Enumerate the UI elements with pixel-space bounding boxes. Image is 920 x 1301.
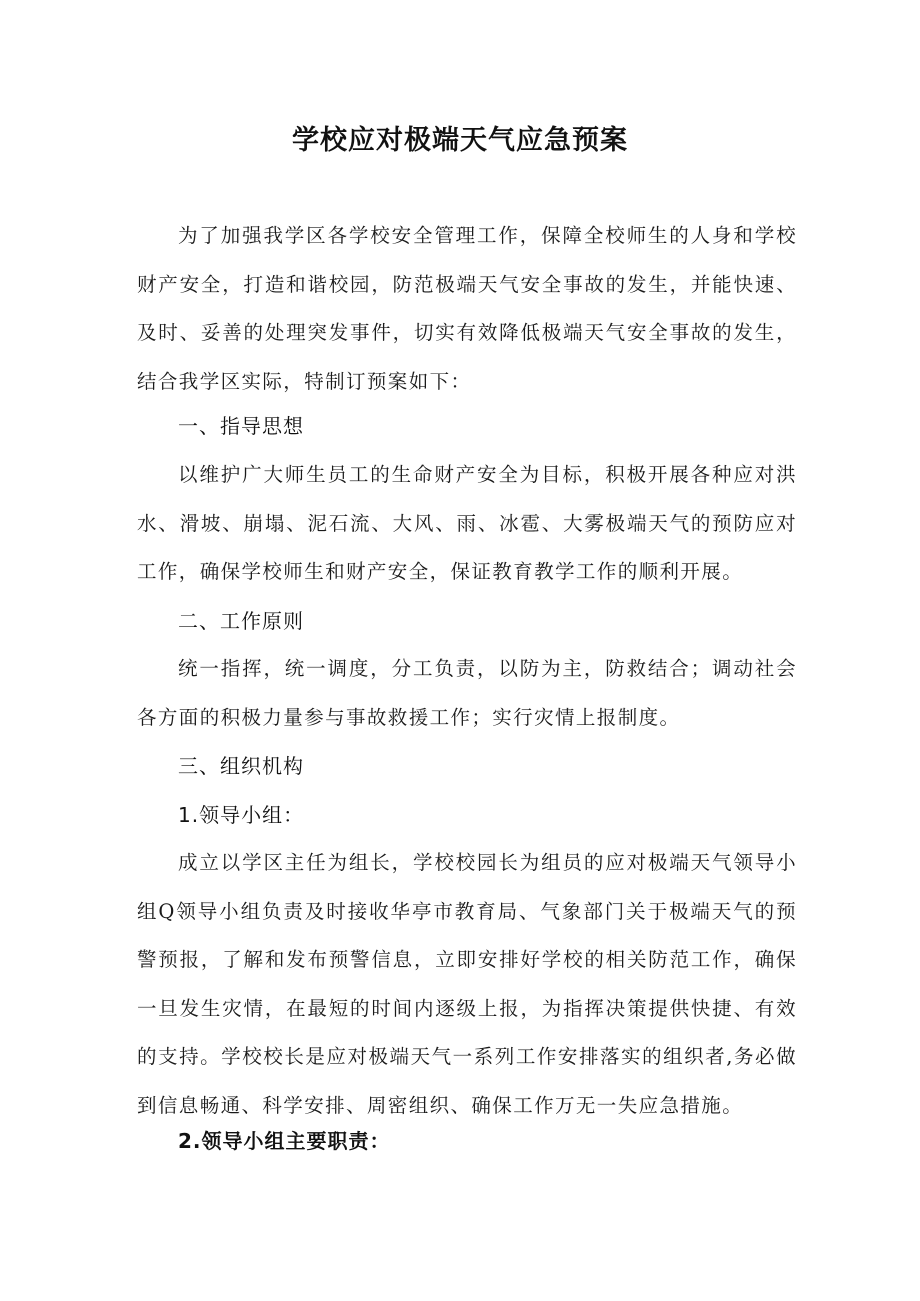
subsection-heading-group-duties: 2.领导小组主要职责： [178, 1129, 391, 1153]
section-heading-work-principles: 二、工作原则 [178, 609, 304, 633]
section-body-guiding-ideology: 以维护广大师生员工的生命财产安全为目标，积极开展各种应对洪水、滑坡、崩塌、泥石流、大风、雨、冰雹、大雾极端天气的预防应对工作，确保学校师生和财产安全，保证教育教学工作的顺利开展。 [137, 463, 797, 583]
section-body-work-principles: 统一指挥，统一调度，分工负责，以防为主，防救结合；调动社会各方面的积极力量参与事故救援工作；实行灾情上报制度。 [137, 657, 797, 729]
subsection-body-leading-group: 成立以学区主任为组长，学校校园长为组员的应对极端天气领导小组Q领导小组负责及时接收华亭市教育局、气象部门关于极端天气的预警预报，了解和发布预警信息，立即安排好学校的相关防范工作，确保一旦发生灾情，在最短的时间内逐级上报，为指挥决策提供快捷、有效的支持。学校校长是应对极端天气一系列工作安排落实的组织者,务必做到信息畅通、科学安排、周密组织、确保工作万无一失应急措施。 [137, 851, 797, 1117]
subsection-heading-leading-group: 1.领导小组： [178, 803, 305, 827]
section-heading-guiding-ideology: 一、指导思想 [178, 414, 304, 438]
intro-paragraph: 为了加强我学区各学校安全管理工作，保障全校师生的人身和学校财产安全，打造和谐校园，防范极端天气安全事故的发生，并能快速、及时、妥善的处理突发事件，切实有效降低极端天气安全事故的发生，结合我学区实际，特制订预案如下： [137, 224, 797, 393]
document-title: 学校应对极端天气应急预案 [292, 125, 628, 156]
section-heading-organization: 三、组织机构 [178, 754, 304, 778]
